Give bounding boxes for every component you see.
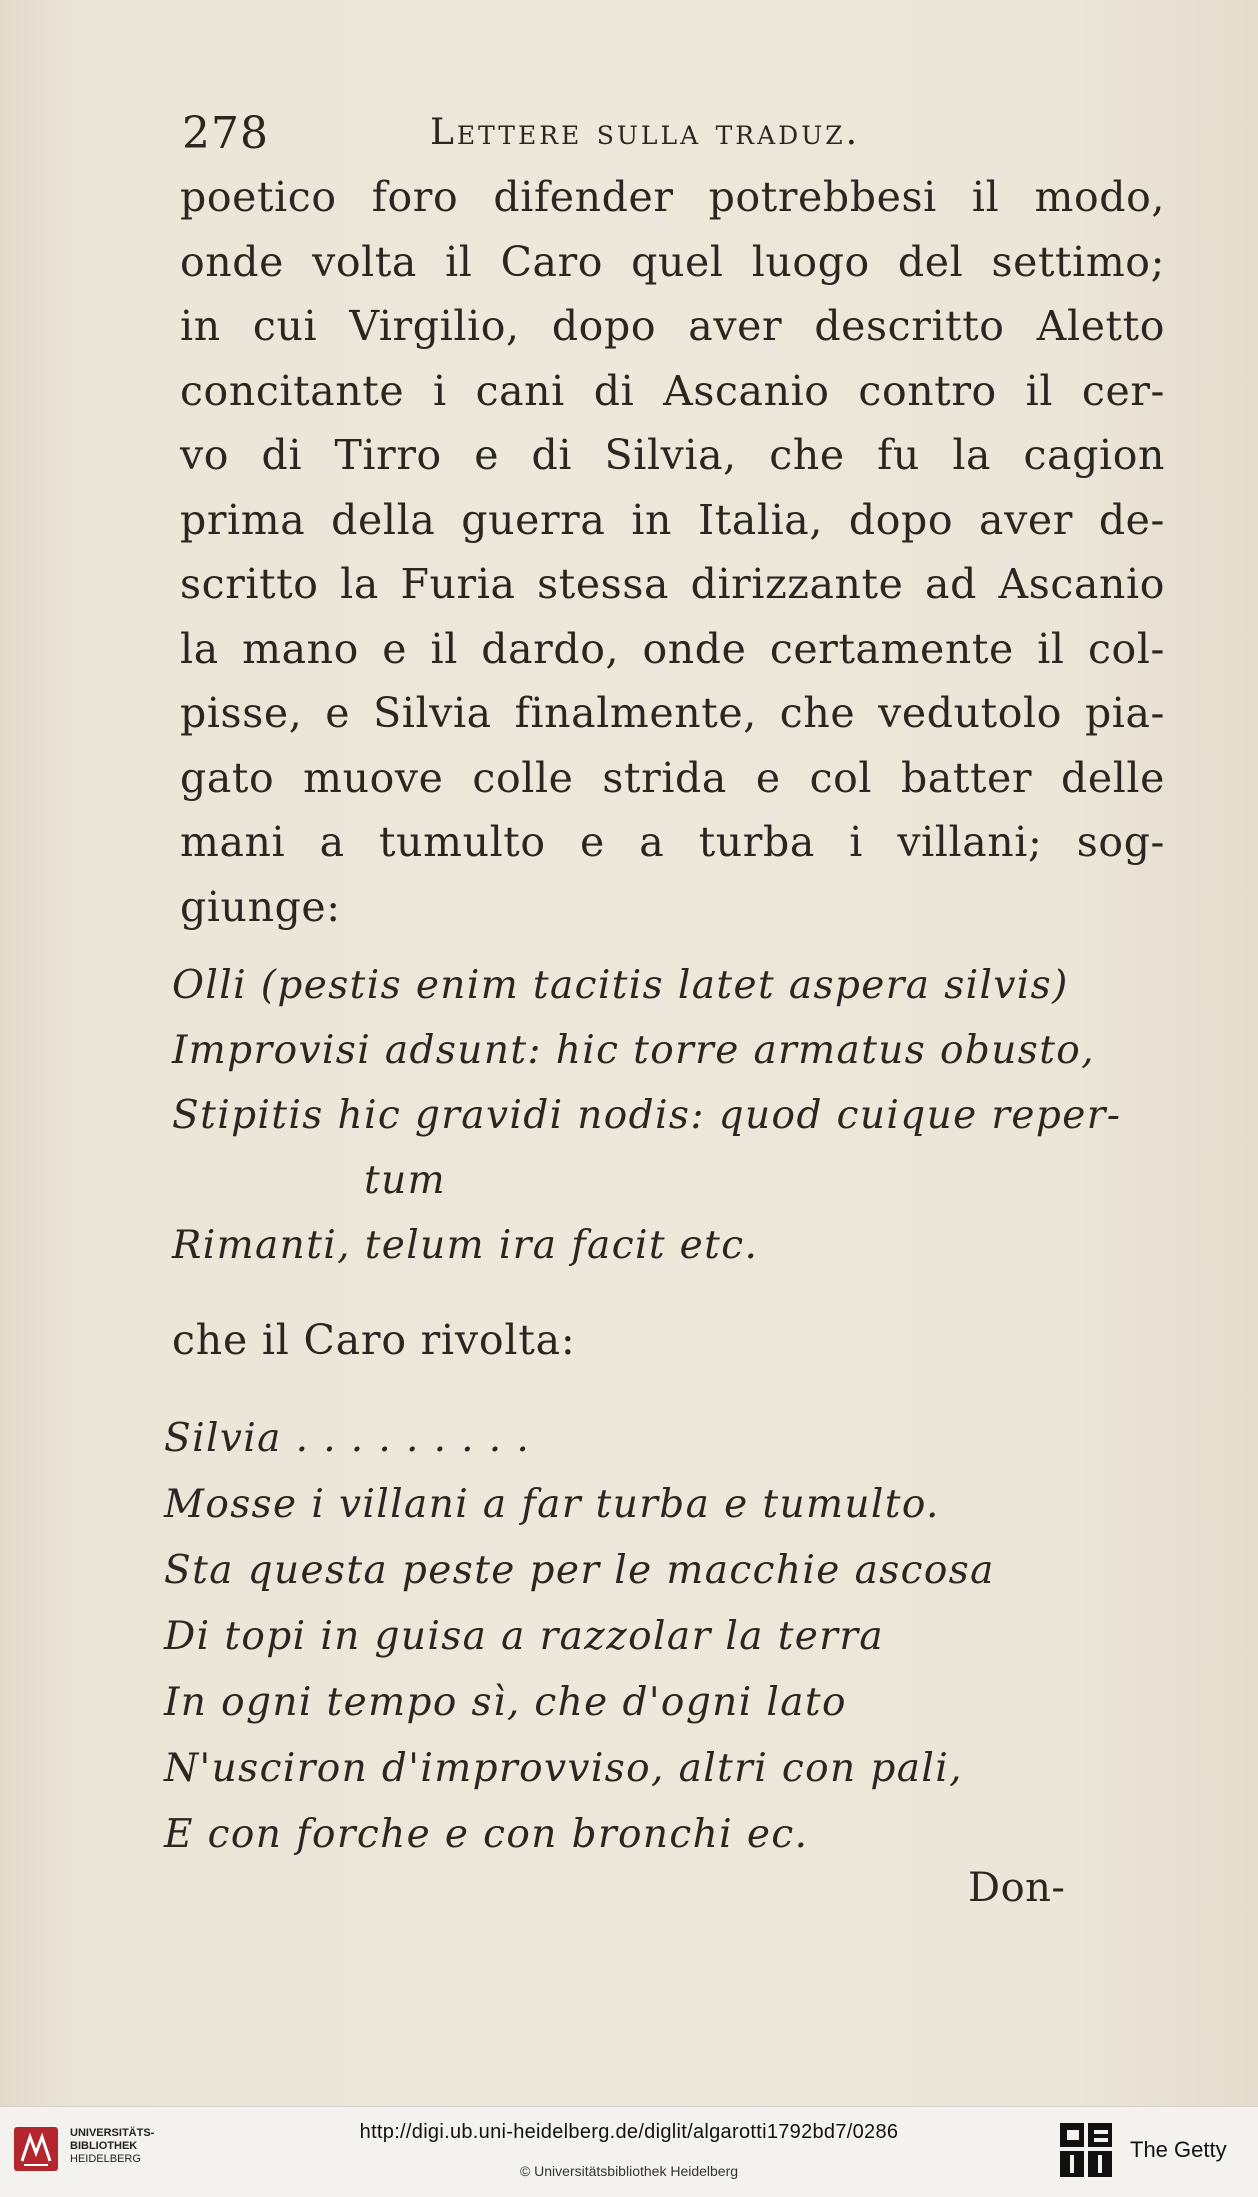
verse-line: Di topi in guisa a razzolar la terra [164, 1614, 885, 1659]
verse-line: Mosse i villani a far turba e tumulto. [164, 1482, 940, 1527]
verse-line-continuation: tum [364, 1158, 446, 1203]
verse-line: Olli (pestis enim tacitis latet aspera silvis) [172, 963, 1069, 1008]
italian-quotation [164, 1406, 1164, 1868]
verse-line: Silvia . . . . . . . . . [164, 1416, 531, 1461]
verse-line: Improvisi adsunt: hic torre armatus obusto, [172, 1028, 1095, 1073]
library-name-line: UNIVERSITÄTS- [70, 2127, 155, 2139]
library-name-line: BIBLIOTHEK [70, 2140, 138, 2152]
verse-line: E con forche e con bronchi ec. [164, 1812, 809, 1857]
prose-paragraph [180, 165, 1165, 939]
text-line: pisse, e Silvia finalmente, che vedutolo pia- [180, 689, 1165, 737]
catchword: Don- [968, 1865, 1066, 1911]
verse-line: N'usciron d'improvviso, altri con pali, [164, 1746, 963, 1791]
text-line: gato muove colle strida e col batter delle [180, 753, 1165, 802]
verse-line: Rimanti, telum ira facit etc. [172, 1223, 759, 1268]
verse-line: In ogni tempo sì, che d'ogni lato [164, 1680, 847, 1725]
text-line: poetico foro difender potrebbesi il modo, [180, 173, 1165, 221]
text-line: mani a tumulto e a turba i villani; sog- [180, 818, 1165, 866]
text-line: vo di Tirro e di Silvia, che fu la cagion [180, 431, 1165, 479]
permalink-url[interactable]: http://digi.ub.uni-heidelberg.de/diglit/algarotti1792bd7/0286 [359, 2121, 899, 2143]
running-head: Lettere sulla traduz. [430, 112, 861, 153]
verse-line: Stipitis hic gravidi nodis: quod cuique reper- [172, 1093, 1122, 1138]
getty-label: The Getty [1130, 2137, 1227, 2162]
text-line: la mano e il dardo, onde certamente il col- [180, 624, 1165, 673]
text-line: onde volta il Caro quel luogo del settimo; [180, 237, 1165, 286]
latin-quotation [172, 953, 1172, 1278]
copyright-notice: © Universitätsbibliothek Heidelberg [519, 2163, 739, 2179]
text-line: giunge: [180, 882, 341, 931]
page-number: 278 [182, 108, 269, 159]
text-line: in cui Virgilio, dopo aver descritto Aletto [180, 302, 1165, 350]
library-name-line: HEIDELBERG [70, 2153, 141, 2165]
intro-line: che il Caro rivolta: [172, 1316, 576, 1364]
getty-logo-icon[interactable] [1058, 2121, 1114, 2179]
verse-line: Sta questa peste per le macchie ascosa [164, 1548, 995, 1593]
text-line: concitante i cani di Ascanio contro il cer- [180, 366, 1165, 415]
viewer-footer [0, 2106, 1258, 2197]
text-line: scritto la Furia stessa dirizzante ad Ascanio [180, 560, 1165, 608]
page-header [182, 108, 942, 168]
text-line: prima della guerra in Italia, dopo aver de- [180, 495, 1165, 544]
